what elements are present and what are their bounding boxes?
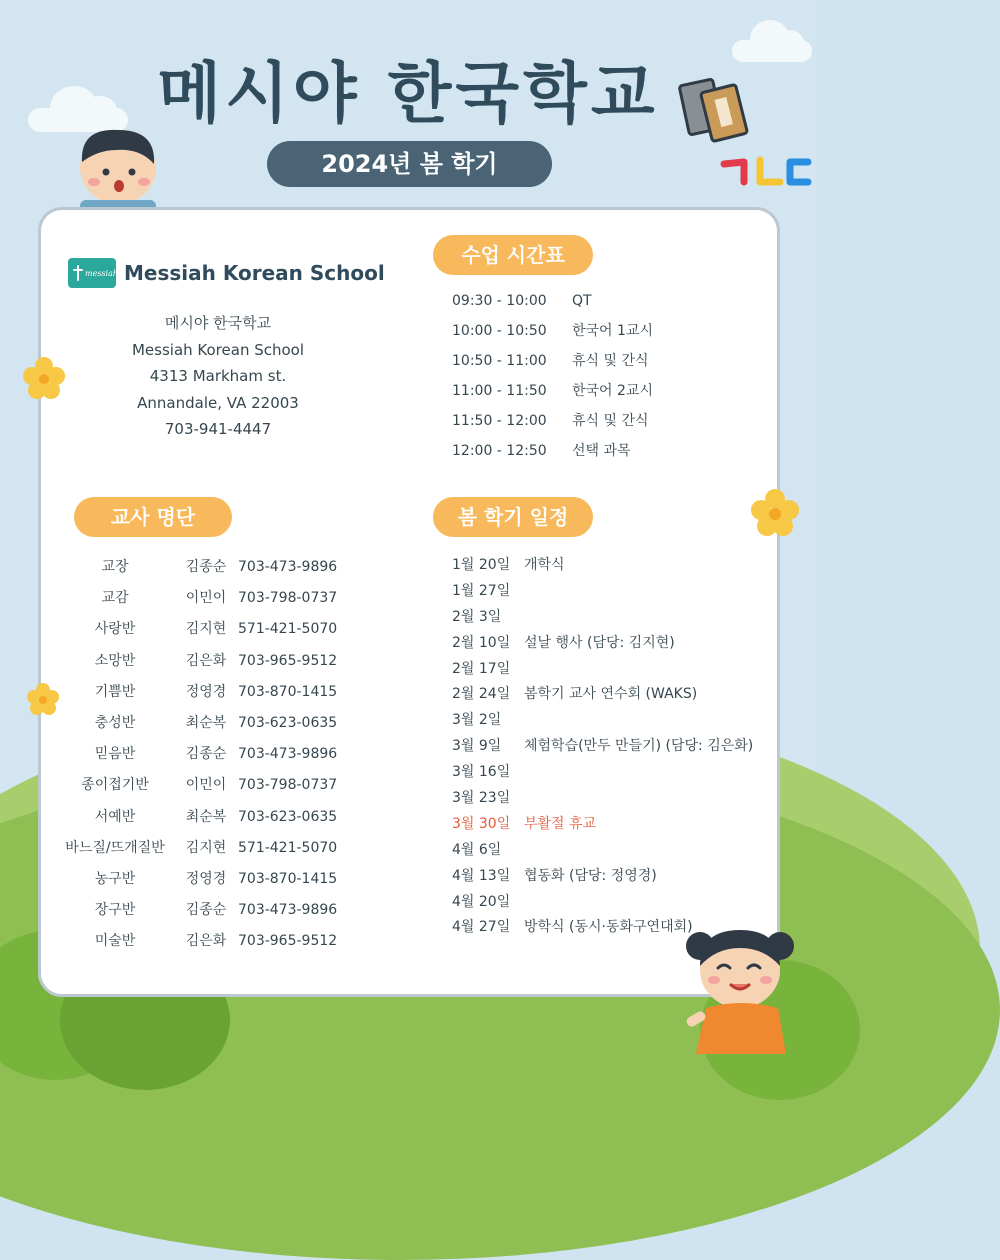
teacher-phone: 703-473-9896 — [238, 559, 338, 575]
schedule-row — [452, 631, 753, 657]
time-slot: 10:50 - 11:00 — [452, 353, 547, 369]
class-name: 서예반 — [94, 808, 136, 825]
school-address — [100, 310, 336, 443]
date: 3월 30일 — [452, 815, 511, 832]
class-name: 믿음반 — [94, 746, 136, 763]
event: 협동화 (담당: 정영경) — [524, 867, 657, 884]
teacher-phone: 703-623-0635 — [238, 714, 338, 731]
timetable-row — [452, 348, 653, 378]
event: 부활절 휴교 — [524, 815, 597, 832]
event: 방학식 (동시·동화구연대회) — [524, 919, 693, 936]
teacher-name: 김종순 — [185, 559, 227, 575]
timetable-row — [452, 408, 653, 438]
date: 1월 20일 — [452, 557, 511, 573]
logo-text: Messiah Korean School — [124, 261, 385, 285]
class-name: 충성반 — [94, 714, 136, 731]
class-name: 교감 — [101, 590, 129, 607]
teacher-row — [56, 554, 358, 585]
class-name: 농구반 — [94, 870, 136, 887]
teacher-row — [56, 897, 358, 928]
activity: 한국어 1교시 — [572, 323, 653, 339]
schedule-row — [452, 682, 753, 708]
teacher-name: 정영경 — [185, 870, 227, 887]
activity: 휴식 및 간식 — [572, 353, 649, 369]
teacher-row — [56, 679, 358, 710]
time-slot: 12:00 - 12:50 — [452, 443, 547, 459]
teacher-name: 김지현 — [185, 839, 227, 856]
teacher-row — [56, 616, 358, 647]
date: 2월 10일 — [452, 634, 511, 651]
date: 3월 16일 — [452, 764, 511, 781]
teacher-row — [56, 866, 358, 897]
date: 4월 13일 — [452, 867, 511, 884]
teacher-phone: 703-798-0737 — [238, 777, 338, 794]
teacher-phone: 703-870-1415 — [238, 870, 338, 887]
teacher-name: 김은화 — [185, 652, 227, 669]
time-slot: 09:30 - 10:00 — [452, 293, 547, 309]
schedule-row — [452, 864, 753, 890]
teacher-row — [56, 928, 358, 959]
teacher-row — [56, 710, 358, 741]
teacher-name: 김은화 — [185, 933, 227, 950]
schedule-row — [452, 579, 753, 605]
semester-heading: 봄 학기 일정 — [433, 497, 593, 537]
address-line: 4313 Markham st. — [149, 367, 287, 385]
page-title: 메시야 한국학교 — [157, 55, 659, 132]
teacher-list — [56, 554, 358, 959]
boy-character-illustration — [70, 118, 165, 210]
timetable-row — [452, 438, 653, 468]
teacher-name: 이민이 — [185, 590, 227, 607]
teacher-row — [56, 741, 358, 772]
date: 4월 6일 — [452, 841, 502, 858]
flower-icon — [22, 356, 66, 400]
teacher-phone: 703-965-9512 — [238, 933, 338, 950]
activity: QT — [572, 293, 592, 309]
teacher-name: 김지현 — [185, 621, 227, 638]
schedule-row — [452, 605, 753, 631]
semester-subtitle: 2024년 봄 학기 — [267, 141, 552, 187]
teacher-phone: 703-870-1415 — [238, 683, 338, 700]
date: 2월 17일 — [452, 660, 511, 677]
class-timetable — [452, 288, 653, 468]
event: 봄학기 교사 연수회 (WAKS) — [524, 686, 698, 703]
teachers-heading: 교사 명단 — [74, 497, 232, 537]
teacher-row — [56, 585, 358, 616]
event: 체험학습(만두 만들기) (담당: 김은화) — [524, 738, 754, 755]
time-slot: 11:50 - 12:00 — [452, 413, 547, 429]
address-line: Messiah Korean School — [131, 340, 305, 359]
class-name: 기쁨반 — [94, 683, 136, 700]
date: 3월 2일 — [452, 712, 502, 729]
teacher-row — [56, 648, 358, 679]
activity: 선택 과목 — [572, 443, 631, 459]
event: 개학식 — [524, 557, 565, 573]
teacher-name: 정영경 — [185, 683, 227, 700]
schedule-row — [452, 760, 753, 786]
class-name: 미술반 — [94, 933, 136, 950]
teacher-name: 최순복 — [185, 808, 227, 825]
activity: 한국어 2교시 — [572, 383, 653, 399]
activity: 휴식 및 간식 — [572, 413, 649, 429]
teacher-phone: 571-421-5070 — [238, 839, 338, 856]
teacher-phone: 703-623-0635 — [238, 808, 338, 825]
schedule-heading: 수업 시간표 — [433, 235, 593, 275]
schedule-row — [452, 838, 753, 864]
event: 설날 행사 (담당: 김지현) — [524, 634, 675, 651]
date: 1월 27일 — [452, 582, 511, 599]
logo-mark — [68, 258, 119, 288]
date: 3월 23일 — [452, 790, 511, 807]
date: 2월 3일 — [452, 608, 502, 625]
class-name: 바느질/뜨개질반 — [65, 839, 165, 856]
schedule-row — [452, 657, 753, 683]
time-slot: 10:00 - 10:50 — [452, 323, 547, 339]
timetable-row — [452, 378, 653, 408]
schedule-row — [452, 708, 753, 734]
timetable-row — [452, 288, 653, 318]
hangul-letters-decoration — [718, 152, 814, 192]
teacher-row — [56, 772, 358, 803]
class-name: 사랑반 — [94, 621, 136, 638]
date: 4월 27일 — [452, 919, 511, 936]
class-name: 장구반 — [94, 902, 136, 919]
semester-schedule — [452, 553, 753, 941]
date: 3월 9일 — [452, 738, 502, 755]
date: 4월 20일 — [452, 893, 511, 910]
logo-mark-text: messiah — [85, 269, 119, 278]
date: 2월 24일 — [452, 686, 511, 703]
schedule-row — [452, 915, 753, 941]
flower-icon — [750, 488, 800, 538]
flower-icon — [26, 682, 60, 716]
schedule-row-holiday — [452, 812, 753, 838]
schedule-row — [452, 786, 753, 812]
teacher-row — [56, 835, 358, 866]
teacher-name: 이민이 — [185, 777, 227, 794]
schedule-row — [452, 890, 753, 916]
books-icon — [678, 74, 758, 146]
teacher-name: 최순복 — [185, 714, 227, 731]
teacher-phone: 703-798-0737 — [238, 590, 338, 607]
teacher-row — [56, 804, 358, 835]
teacher-name: 김종순 — [185, 746, 227, 763]
timetable-row — [452, 318, 653, 348]
address-line: Annandale, VA 22003 — [137, 393, 299, 412]
teacher-name: 김종순 — [185, 902, 227, 919]
teacher-phone: 703-965-9512 — [238, 652, 338, 669]
school-logo — [68, 258, 385, 288]
schedule-row — [452, 734, 753, 760]
class-name: 소망반 — [94, 652, 136, 669]
schedule-row — [452, 553, 753, 579]
address-phone: 703-941-4447 — [164, 420, 272, 438]
teacher-phone: 703-473-9896 — [238, 746, 338, 763]
time-slot: 11:00 - 11:50 — [452, 383, 547, 399]
address-line: 메시야 한국학교 — [164, 314, 272, 332]
class-name: 교장 — [101, 559, 129, 575]
cross-logo-icon — [70, 263, 119, 283]
teacher-phone: 571-421-5070 — [238, 621, 338, 638]
teacher-phone: 703-473-9896 — [238, 902, 338, 919]
class-name: 종이접기반 — [81, 777, 149, 794]
